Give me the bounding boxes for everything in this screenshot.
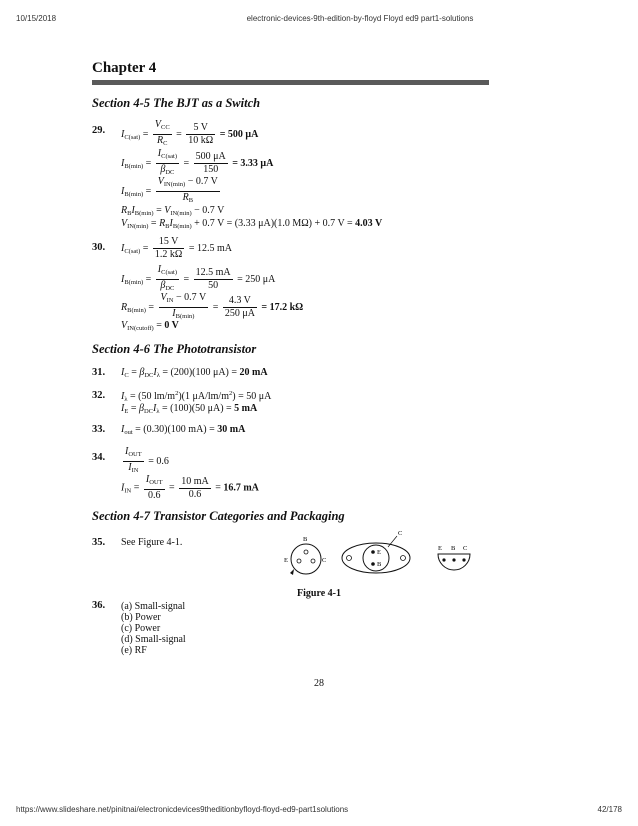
- list-item: (c) Power: [121, 623, 161, 634]
- p32-line1: $I_\lambda = (50$ $lm/m^2)(1$ $\mu A/lm/m^2) = 50$ μA: [121, 390, 272, 403]
- package-to3-power: [342, 530, 410, 573]
- figure-4-1: [270, 528, 500, 580]
- list-item: (e) RF: [121, 645, 147, 656]
- print-url[interactable]: https://www.slideshare.net/pinitnai/electronicdevices9theditionbyfloyd-floyd-ed9-part1solutions: [16, 805, 349, 814]
- pkg3-label-e: E: [438, 545, 442, 552]
- p31-line: $I_C = \beta_{DC}I_\lambda = (200)(100$ μA) = 20 mA: [121, 367, 268, 379]
- problem-32-number: 32.: [92, 390, 106, 401]
- list-item: (d) Small-signal: [121, 634, 186, 645]
- problem-36-number: 36.: [92, 600, 106, 611]
- problem-33-number: 33.: [92, 424, 106, 435]
- p33-line: $I_{out} = (0.30)(100$ mA) = 30 mA: [121, 424, 246, 436]
- chapter-title: Chapter 4: [92, 60, 157, 76]
- p35-text: See Figure 4-1.: [121, 537, 183, 548]
- section-4-5-heading: Section 4-5 The BJT as a Switch: [92, 96, 261, 110]
- p29-line3: $I_{B(min)}$ = $\frac{V_{IN(min)} - 0.7 V}{R_B}$: [121, 176, 218, 204]
- chapter-rule: [92, 80, 489, 85]
- problem-35-number: 35.: [92, 537, 106, 548]
- p34-line2: $I_{IN}$ = $\frac{I_{OUT}}{0.6}$ = $\frac{10 mA}{0.6}$ = 16.7 mA: [121, 474, 259, 501]
- p30-line1: $I_{C(sat)}$ = $\frac{15 V}{1.2 k\Omega}$ = 12.5 mA: [121, 236, 232, 260]
- problem-31-number: 31.: [92, 367, 106, 378]
- section-4-7-heading: Section 4-7 Transistor Categories and Packaging: [92, 509, 345, 523]
- print-title: electronic-devices-9th-edition-by-floyd Floyd ed9 part1-solutions: [246, 14, 474, 23]
- package-to-can: [284, 536, 326, 575]
- p34-line1: $\frac{I_{OUT}}{I_{IN}}$ = 0.6: [125, 446, 169, 474]
- p30-line2: $I_{B(min)}$ = $\frac{I_{C(sat)}}{\beta_{DC}}$ = $\frac{12.5 mA}{50}$ = 250 μA: [121, 264, 276, 292]
- problem-29-number: 29.: [92, 125, 106, 136]
- pkg2-label-c: C: [398, 530, 403, 537]
- pkg2-label-e: E: [377, 549, 381, 556]
- section-4-6-heading: Section 4-6 The Phototransistor: [92, 342, 257, 356]
- pkg1-label-e: E: [284, 557, 288, 564]
- p29-line4: $R_BI_{B(min)} = V_{IN(min)} - 0.7$ V: [121, 205, 225, 217]
- pkg3-label-c: C: [463, 545, 468, 552]
- pkg3-label-b: B: [451, 545, 456, 552]
- pkg2-label-b: B: [377, 561, 382, 568]
- p29-line1: $I_{C(sat)}$ = $\frac{V_{CC}}{R_C}$ = $\frac{5 V}{10 k\Omega}$ = 500 μA: [121, 119, 259, 147]
- list-item: (b) Power: [121, 612, 161, 623]
- p30-line3: $R_{B(min)}$ = $\frac{V_{IN} - 0.7 V}{I_{B(min)}}$ = $\frac{4.3 V}{250 \mu A}$ = 17.2 kΩ: [121, 292, 304, 320]
- problem-30-number: 30.: [92, 242, 106, 253]
- p29-line2: $I_{B(min)}$ = $\frac{I_{C(sat)}}{\beta_{DC}}$ = $\frac{500 \mu A}{150}$ = 3.33 μA: [121, 148, 274, 176]
- pkg1-label-c: C: [322, 557, 327, 564]
- page-number: 28: [314, 678, 324, 689]
- figure-caption: Figure 4-1: [297, 588, 341, 599]
- print-date: 10/15/2018: [16, 14, 57, 23]
- list-item: (a) Small-signal: [121, 601, 186, 612]
- p29-line5: $V_{IN(min)} = R_BI_{B(min)} + 0.7$ V = (3.33 μA)(1.0 MΩ) + 0.7 V = 4.03 V: [121, 218, 383, 230]
- package-to92-plastic: [438, 545, 470, 570]
- p32-line2: $I_E = \beta_{DC}I_\lambda = (100)(50$ μA) = 5 mA: [121, 403, 258, 415]
- p30-line4: $V_{IN(cutoff)} = 0$ V: [121, 320, 179, 332]
- pkg1-label-b: B: [303, 536, 308, 543]
- problem-34-number: 34.: [92, 452, 106, 463]
- p36-answer-list: [121, 601, 186, 656]
- print-page-count: 42/178: [597, 805, 622, 814]
